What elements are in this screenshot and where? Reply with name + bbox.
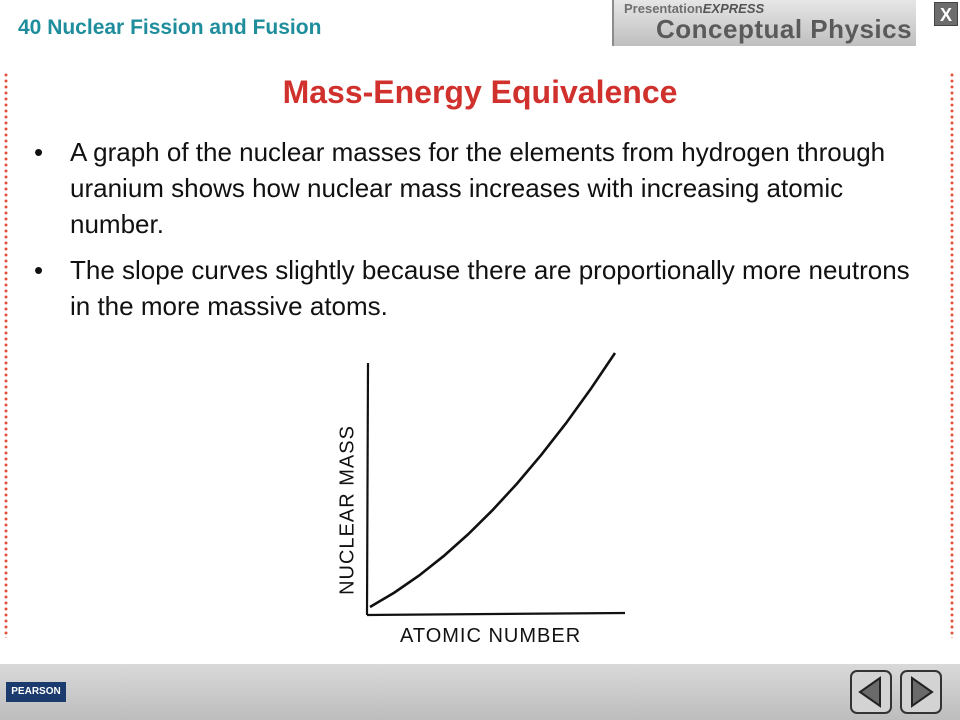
bullet-list — [34, 134, 914, 334]
brand-tagline-suffix: EXPRESS — [702, 1, 765, 16]
next-button[interactable] — [900, 670, 942, 714]
y-axis-label-wrap — [334, 405, 362, 615]
bottom-bar — [0, 664, 960, 720]
chapter-title: 40 Nuclear Fission and Fusion — [18, 16, 322, 39]
bullet-item — [34, 252, 914, 324]
brand-name: Conceptual Physics — [656, 14, 913, 44]
mass-curve — [370, 353, 615, 607]
brand-banner — [612, 0, 916, 46]
close-button[interactable]: X — [934, 2, 958, 26]
bullet-dot: • — [34, 137, 44, 167]
pearson-logo: PEARSON — [6, 682, 66, 702]
x-axis — [367, 613, 625, 615]
right-dotted-border — [950, 72, 954, 638]
y-axis-label: NUCLEAR MASS — [336, 425, 359, 595]
bullet-text: A graph of the nuclear masses for the elements from hydrogen through uranium shows how nuclear mass increases with increasing atomic number. — [70, 137, 886, 239]
top-bar — [0, 0, 960, 50]
x-axis-label: ATOMIC NUMBER — [400, 625, 582, 647]
previous-button[interactable] — [850, 670, 892, 714]
graph-canvas — [320, 345, 640, 625]
y-axis — [367, 363, 368, 615]
mass-graph — [320, 345, 640, 655]
brand-tagline-prefix: Presentation — [624, 1, 703, 16]
bullet-dot: • — [34, 255, 44, 285]
slide-title: Mass-Energy Equivalence — [282, 74, 678, 110]
bullet-item — [34, 134, 914, 242]
bullet-text: The slope curves slightly because there are proportionally more neutrons in the more massive atoms. — [70, 255, 910, 321]
left-dotted-border — [4, 72, 8, 638]
